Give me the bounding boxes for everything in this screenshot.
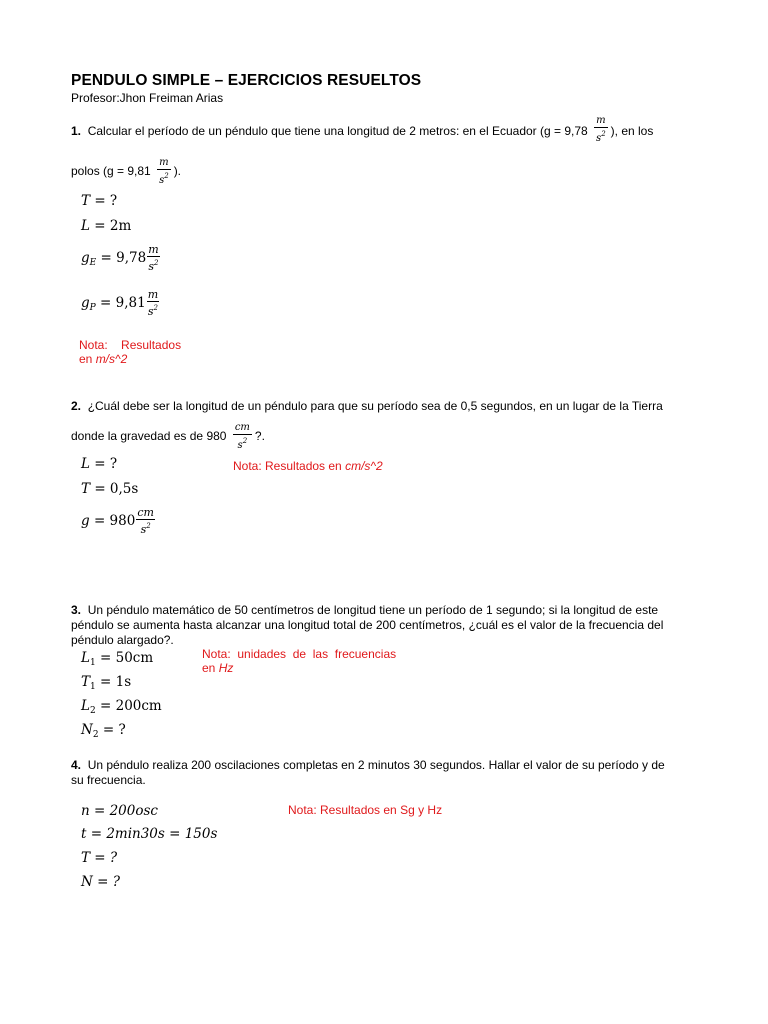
unit-fraction: $\frac{m}{s^2}$ (596, 115, 606, 144)
unit-fraction: $\frac{m}{s^2}$ (147, 288, 159, 318)
exercise-3-note: Nota: unidades de las frecuencias en Hz (202, 647, 397, 675)
equation-frequency: N = ? (81, 874, 120, 890)
exercise-1-line-1: 1. Calcular el período de un péndulo que tiene una longitud de 2 metros: en el Ecuador (g = 9,78 $\frac{m}{s^2}$ ), en los (71, 115, 654, 144)
equation-t1: $T_1 = 1s$ (81, 674, 132, 692)
equation-g-polos: $g_P = 9,81$ $\frac{m}{s^2}$ (81, 288, 159, 318)
equation-t: T = 0,5s (81, 481, 139, 497)
equation-g: g = 980 $\frac{cm}{s^2}$ (81, 506, 154, 536)
equation-l1: $L_1 = 50cm$ (81, 650, 154, 668)
equation-t: t = 2min30s = 150s (81, 826, 218, 842)
exercise-3-number: 3. (71, 603, 82, 617)
unit-fraction: $\frac{cm}{s^2}$ (137, 506, 154, 536)
unit-fraction: $\frac{cm}{s^2}$ (234, 422, 250, 451)
author-line: Profesor:Jhon Freiman Arias (71, 91, 224, 105)
document-title: PENDULO SIMPLE – EJERCICIOS RESUELTOS (71, 72, 422, 89)
equation-l2: $L_2 = 200cm$ (81, 698, 162, 716)
exercise-1-text: Calcular el período de un péndulo que tiene una longitud de 2 metros: en el Ecuador (g = 9,78 (87, 124, 588, 139)
exercise-2-line-1: 2. ¿Cuál debe ser la longitud de un péndulo para que su período sea de 0,5 segundos, en un lugar de la Tierra (71, 399, 663, 413)
equation-period: T = ? (81, 850, 118, 866)
equation-g-ecuador: $g_E = 9,78$ $\frac{m}{s^2}$ (81, 243, 159, 273)
exercise-1-note: Nota: Resultados en m/s^2 (79, 338, 182, 366)
exercise-2-line-2: donde la gravedad es de 980 $\frac{cm}{s^2}$ ?. (71, 422, 265, 451)
exercise-2-note: Nota: Resultados en cm/s^2 (233, 459, 383, 473)
exercise-4-number: 4. (71, 758, 82, 772)
exercise-1-line-2: polos (g = 9,81 $\frac{m}{s^2}$ ). (71, 157, 182, 186)
equation-l: L = 2m (81, 218, 132, 234)
exercise-4-paragraph: 4. Un péndulo realiza 200 oscilaciones completas en 2 minutos 30 segundos. Hallar el valor de su período y de su frecuencia. (71, 758, 665, 787)
exercise-3-paragraph: 3. Un péndulo matemático de 50 centímetros de longitud tiene un período de 1 segundo; si la longitud de este péndulo se aumenta hasta alcanzar una longitud total de 200 centímetros, ¿cuál es el valor de la frecuencia del péndulo alargado?. (71, 603, 664, 647)
exercise-4-note: Nota: Resultados en Sg y Hz (288, 803, 443, 817)
exercise-2-number: 2. (71, 399, 82, 413)
equation-l: L = ? (81, 456, 118, 472)
equation-n: n = 200osc (81, 803, 158, 819)
equation-n2: $N_2$ = ? (81, 722, 126, 740)
equation-t: T = ? (81, 193, 118, 209)
unit-fraction: $\frac{m}{s^2}$ (159, 157, 169, 186)
exercise-1-number: 1. (71, 124, 82, 139)
unit-fraction: $\frac{m}{s^2}$ (148, 243, 159, 273)
